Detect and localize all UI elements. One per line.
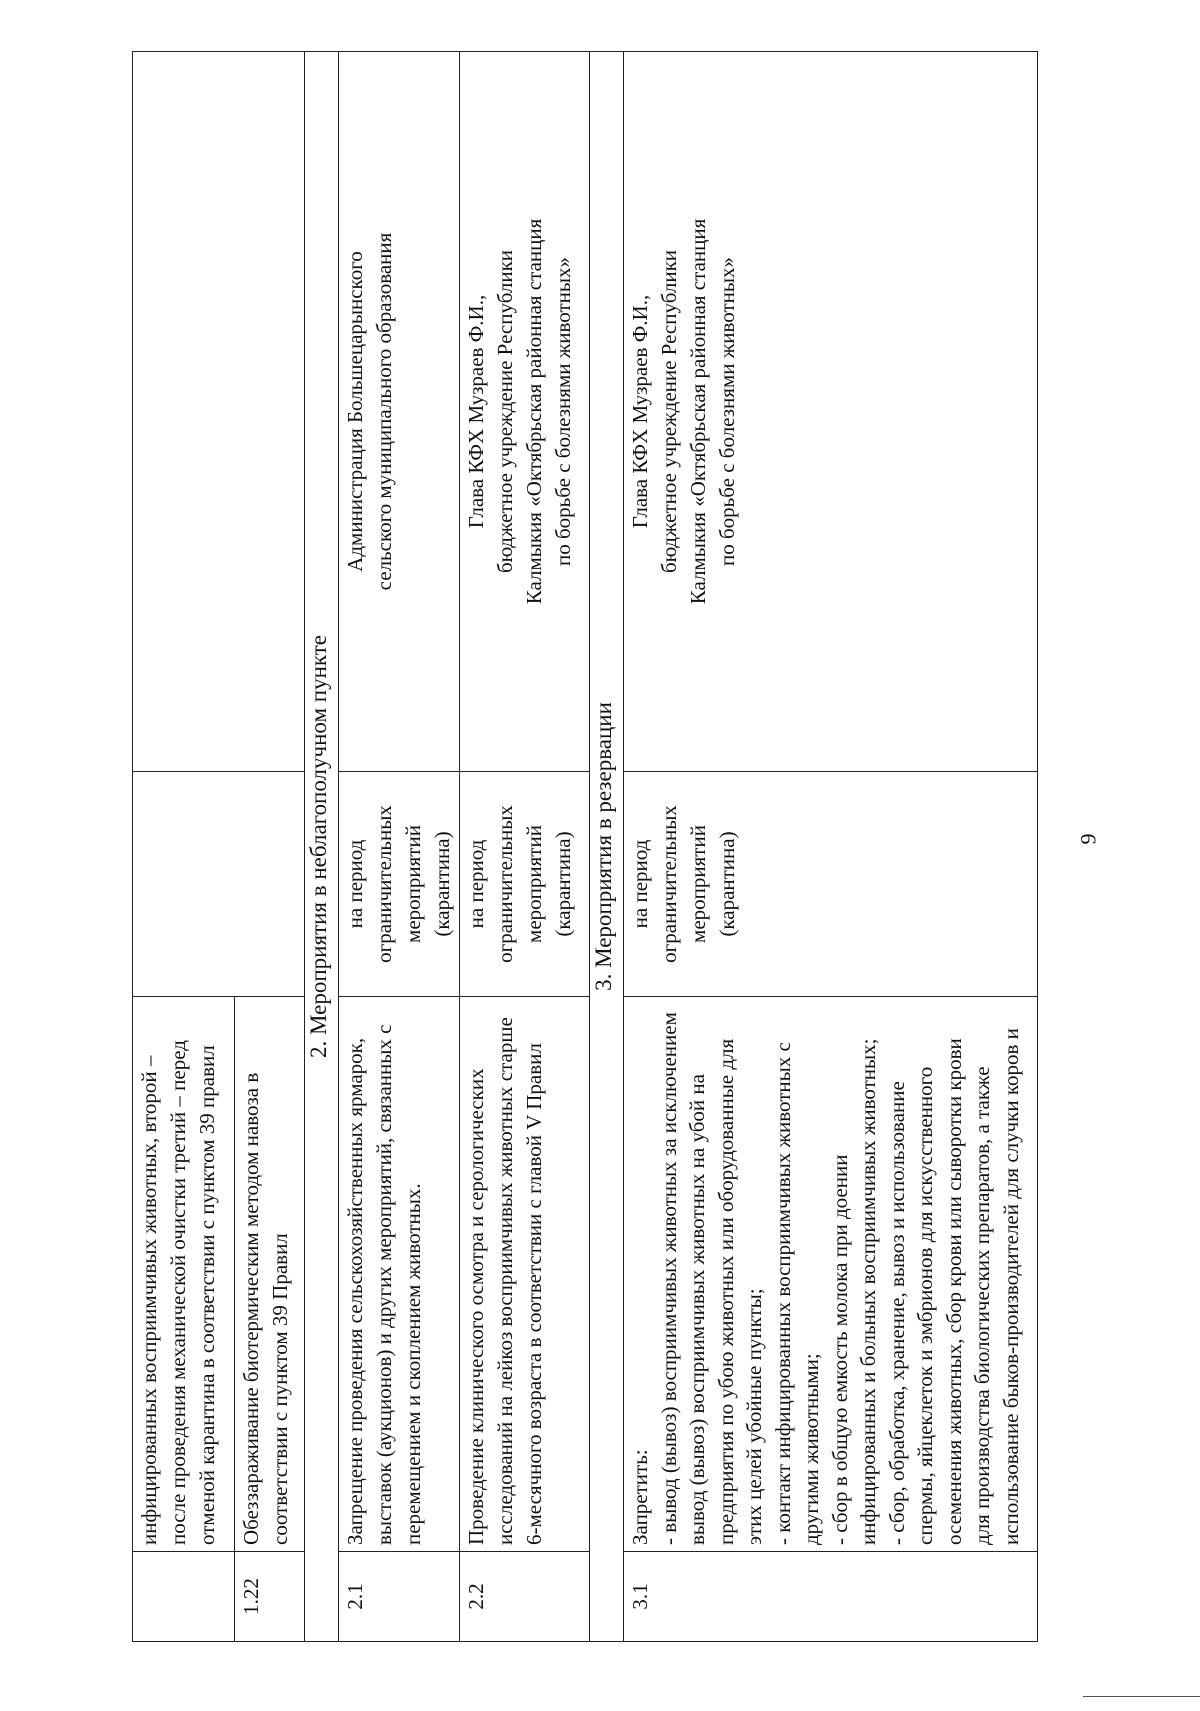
measure-cell: [339, 997, 460, 1552]
measure-line: Обеззараживание биотермическим методом навоза в: [239, 1072, 263, 1545]
measure-line: использование быков-производителей для случки коров и: [998, 1028, 1023, 1545]
corner-line: [1083, 1696, 1200, 1697]
measure-line: инфицированных восприимчивых животных, второй –: [137, 1055, 161, 1545]
responsible-cell: [460, 52, 590, 772]
table-row: [133, 52, 235, 1642]
table-row: [339, 52, 460, 1642]
measure-line: отменой карантина в соответствии с пунктом 39 правил: [195, 1045, 219, 1545]
measure-line: спермы, яйцеклеток и эмбрионов для искусственного: [913, 1066, 937, 1545]
table-row: [590, 52, 624, 1642]
page-number: 9: [1075, 833, 1101, 845]
responsible-line: Администрация Большецарынского: [343, 251, 367, 572]
responsible-cell: [624, 52, 1038, 772]
term-cell: [624, 772, 1038, 997]
measure-cell: [133, 997, 235, 1552]
term-line: мероприятий: [686, 825, 710, 943]
measures-table: [132, 51, 1038, 1642]
term-line: (карантина): [715, 831, 739, 937]
measure-cell: [235, 997, 305, 1552]
section-title: 2. Мероприятия в неблагополучном пункте: [305, 52, 339, 1642]
row-number-cell: 3.1: [624, 1552, 1038, 1642]
term-line: ограничительных: [372, 805, 396, 963]
term-line: (карантина): [430, 831, 454, 937]
row-number-cell: [133, 1552, 235, 1642]
row-number-cell: 1.22: [235, 1552, 305, 1642]
measure-line: Проведение клинического осмотра и серологических: [464, 1068, 488, 1545]
term-line: на период: [628, 839, 652, 929]
responsible-cell: [339, 52, 460, 772]
measure-line: - контакт инфицированных восприимчивых животных с: [770, 1042, 795, 1545]
measure-cell: [624, 997, 1038, 1552]
rotated-table-wrapper: [132, 52, 1132, 1642]
term-cell: [339, 772, 460, 997]
responsible-line: сельского муниципального образования: [372, 232, 396, 591]
measure-cell: [460, 997, 590, 1552]
measure-line: - вывод (вывоз) восприимчивых животных за исключением: [656, 1012, 681, 1545]
term-line: (карантина): [551, 831, 575, 937]
section-title: 3. Мероприятия в резервации: [590, 52, 624, 1642]
responsible-line: Калмыкия «Октябрьская районная станция: [686, 218, 710, 605]
responsible-line: бюджетное учреждение Республики: [493, 249, 517, 574]
responsible-line: Калмыкия «Октябрьская районная станция: [522, 218, 546, 605]
responsible-line: Глава КФХ Музраев Ф.И.,: [628, 294, 652, 529]
measure-line: другими животными;: [799, 1353, 823, 1545]
row-number-cell: 2.2: [460, 1552, 590, 1642]
measure-line: предприятия по убою животных или оборудованные для: [713, 1038, 738, 1545]
measure-line: - сбор в общую емкость молока при доении: [827, 1154, 852, 1545]
term-line: на период: [343, 839, 367, 929]
term-line: ограничительных: [657, 805, 681, 963]
table-row: [305, 52, 339, 1642]
measure-line: перемещением и скоплением животных.: [401, 1183, 425, 1545]
term-line: мероприятий: [401, 825, 425, 943]
measure-line: осеменения животных, сбор крови или сыворотки крови: [941, 1038, 966, 1545]
measure-line: инфицированных и больных восприимчивых животных;: [856, 1038, 880, 1545]
term-line: ограничительных: [493, 805, 517, 963]
term-line: на период: [464, 839, 488, 929]
responsible-cell: [133, 52, 305, 772]
measure-line: Запрещение проведения сельскохозяйственных ярмарок,: [343, 1037, 367, 1545]
table-row: [624, 52, 1038, 1642]
measure-line: выставок (аукционов) и других мероприятий, связанных с: [372, 1024, 396, 1545]
responsible-line: по борьбе с болезнями животных»: [551, 257, 575, 567]
measure-line: после проведения механической очистки третий – перед: [166, 1040, 190, 1545]
responsible-line: по борьбе с болезнями животных»: [715, 257, 739, 567]
measure-line: - сбор, обработка, хранение, вывоз и использование: [884, 1081, 909, 1545]
measure-line: 6-месячного возраста в соответствии с главой V Правил: [522, 1043, 546, 1545]
measure-line: вывод (вывоз) восприимчивых животных на убой на: [685, 1074, 709, 1545]
row-number-cell: 2.1: [339, 1552, 460, 1642]
responsible-line: Глава КФХ Музраев Ф.И.,: [464, 294, 488, 529]
term-cell: [133, 772, 305, 997]
measure-line: Запретить:: [628, 1449, 652, 1545]
measure-line: соответствии с пунктом 39 Правил: [268, 1233, 292, 1545]
term-line: мероприятий: [522, 825, 546, 943]
responsible-line: бюджетное учреждение Республики: [657, 249, 681, 574]
measure-line: исследований на лейкоз восприимчивых животных старше: [493, 1017, 517, 1545]
measure-line: для производства биологических препаратов, а также: [970, 1066, 994, 1545]
term-cell: [460, 772, 590, 997]
measure-line: этих целей убойные пункты;: [742, 1288, 766, 1545]
table-row: [460, 52, 590, 1642]
